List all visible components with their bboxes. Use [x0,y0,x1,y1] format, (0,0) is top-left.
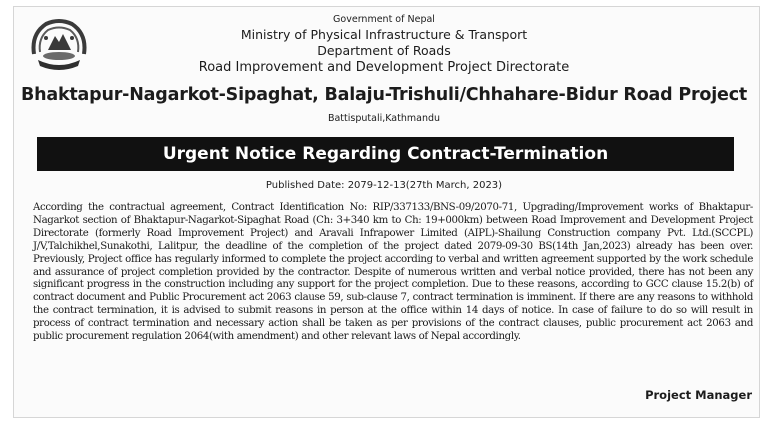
project-title: Bhaktapur-Nagarkot-Sipaghat, Balaju-Trishuli/Chhahare-Bidur Road Project [20,85,748,105]
notice-title-banner: Urgent Notice Regarding Contract-Termination [37,137,734,171]
directorate-name: Road Improvement and Development Project Directorate [198,60,570,75]
office-address: Battisputali,Kathmandu [327,113,441,124]
published-date: Published Date: 2079-12-13(27th March, 2023) [265,180,503,191]
department-name: Department of Roads [317,43,451,58]
ministry-name: Ministry of Physical Infrastructure & Transport [240,27,528,42]
signatory: Project Manager [645,388,752,402]
government-name: Government of Nepal [333,14,435,25]
notice-body: According the contractual agreement, Contract Identification No: RIP/337133/BNS-09/2070-71, Upgrading/Improvement works of Bhaktapur-Nagarkot section of Bhaktapur-Nagarkot-Sipaghat Road (Ch: 3+340 km to Ch: 19+000km) between Road Improvement and Development Project Directorate (formerly Road Improvement Project) and Aravali Infrapower Limited (AIPL)-Shailung Construction company Pvt. Ltd.(SCCPL) J/V,Talchikhel,Sunakothi, Lalitpur, the deadline of the completion of the project dated 2079-09-30 BS(14th Jan,2023) already has been over. Previously, Project office has regularly informed to complete the project according to verbal and written agreement supported by the work schedule and assurance of project completion provided by the contractor. Despite of numerous written and verbal notice provided, there has not been any significant progress in the construction including any support for the project completion. Due to these reasons, according to GCC clause 15.2(b) of contract document and Public Procurement act 2063 clause 59, sub-clause 7, contract termination is imminent. If there are any reasons to withhold the contract termination, it is advised to submit reasons in person at the office within 14 days of notice. In case of failure to do so will result in process of contract termination and necessary action shall be taken as per provisions of the contract clauses, public procurement act 2063 and public procurement regulation 2064(with amendment) and other relevant laws of Nepal accordingly. [33,202,753,343]
